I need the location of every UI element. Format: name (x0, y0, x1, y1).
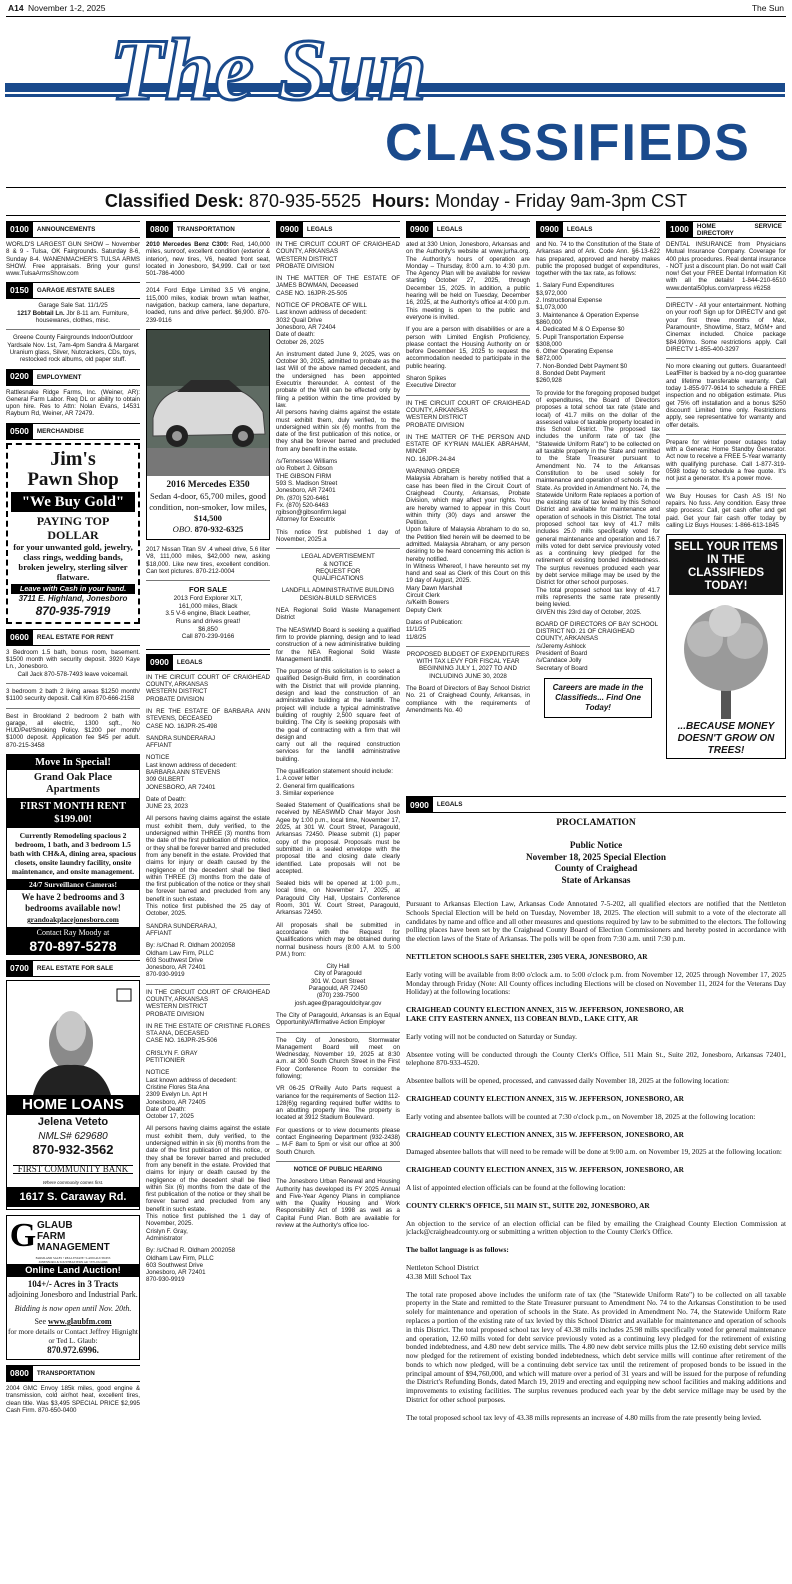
classified-ad: 3 bedroom 2 bath 2 living areas $1250 month/ $1100 security deposit. Call Kim 870-666-2158 (6, 687, 140, 703)
classified-ad: Prepare for winter power outages today with a Generac Home Standby Generator. Act now to receive a FREE 5-Year warranty with qualifying purchase. Call 1-877-319-0598 today to schedule a free quote. It's not just a generator. It's a power move. (666, 438, 786, 483)
legal-notice: VR 06-25 O'Reilly Auto Parts request a variance for the requirements of Section 112-128(6)g regarding required buffer widths to an abutting property line. The property is located at 3912 Stadium Boulevard. (276, 1085, 400, 1122)
legal-notice: NOTICE Last known address of decedent: BARBARA ANN STEVENS 309 GILBERT JONESBORO, AR 72401 (146, 754, 237, 791)
classified-ad: 2014 Ford Edge Limited 3.5 V6 engine, 115,000 miles, kodiak brown w/tan leather, navigation, backup camera, lane departure, loaded, runs and drive perfect. $6,900. 870-239-9116 (146, 287, 270, 324)
money-tree-icon (667, 599, 785, 719)
legal-notice: To provide for the foregoing proposed budget of expenditures, the Board of Directors proposes a total school tax rate (state and local) of 41.7 mills on the dollar of the assessed value of taxable property located in this School District. The proposed tax includes the uniform rate of tax (the "Statewide Uniform Rate") to be collected on all taxable property in the State and remitted to the State Treasurer pursuant to Amendment No. 74 to the Arkansas Constitution to be used solely for maintenance and operation of schools in the State. As provided in Amendment No. 74, the Statewide Uniform Rate replaces a portion of the existing rate of tax levied by this School District and available for maintenance and operation of schools in this District. The total proposed school tax levy of 41.7 mills includes 25.0 mills specifically voted for general maintenance and operation and 16.7 mills voted for debt service previously voted as a continuing levy pledged for the retirement of existing bonded indebtedness. The surplus revenues produced each year by debt service millage may be used by the District for other school purposes. The total proposed school tax levy of 41.7 mills represents the same rate presently being levied. GIVEN this 23rd day of October, 2025. (536, 389, 660, 616)
sell-your-items-ad: SELL YOUR ITEMS IN THE CLASSIFIEDS TODAY! ...BECAUSE MONEY DOESN'T GROW ON TREES! (666, 534, 786, 759)
legal-notice: LEGAL ADVERTISEMENT & NOTICE REQUEST FOR QUALIFICATIONS (301, 553, 375, 583)
legal-notice: City Hall City of Paragould 301 W. Court Street Paragould, AR 72450 (870) 239-7500 josh.agee@paragouldcityar.gov (294, 963, 382, 1007)
legal-notice: If you are a person with disabilities or are a person with Limited English Proficiency, please contact the Housing Authority on or before December 15, 2025 to request the accommodation needed to participate in the public hearing. (406, 326, 530, 370)
legal-notice: and No. 74 to the Constitution of the State of Arkansas and of Ark. Code Ann. §6-13-622 has prepared, approved and hereby makes public the proposed budget of expenditures, together with the tax rate, as follows: (536, 241, 660, 278)
logo-the-sun: The Sun (110, 22, 428, 119)
glaub-name: GLAUB FARM MANAGEMENT (37, 1219, 110, 1253)
section-header-legals: 0900 LEGALS (536, 221, 660, 238)
section-header-transportation: 0800 TRANSPORTATION (6, 1365, 140, 1382)
car-photo (147, 330, 269, 476)
section-header-legals: 0900 LEGALS (146, 654, 270, 671)
classified-desk-bar (0, 190, 792, 214)
grand-oak-ad: Move In Special! Grand Oak Place Apartments FIRST MONTH RENT $199.00! Currently Remodeling spacious 2 bedroom, 1 bath, and 3 bedroom 1.5 bath with CH&A, dining area, spacious closets, onsite laundry facility, onsite maintenance, and onsite management. 24/7 Surveillance Cameras! We have 2 bedrooms and 3 bedrooms available now! grandoakplacejonesboro.com Contact Ray Moody at 870-897-5278 (6, 754, 140, 955)
classifieds-title: CLASSIFIEDS (385, 114, 751, 172)
legal-notice: ated at 330 Union, Jonesboro, Arkansas and on the Authority's website at www.jurha.org. The Authority's hours of operation are Monday – Thursday, 8:00 a.m. to 4:30 p.m. The Agency Plan will be available for review starting October 27, 2025, through December 15, 2025. In addition, a public hearing will be held on Tuesday, December 16, 2025, at the Authority's office at 4:00 p.m. This meeting is open to the public and everyone is invited. (406, 241, 530, 321)
legal-notice: IN THE MATTER OF THE PERSON AND ESTATE OF KY'RIAN MALIEK ABRAHAM, MINOR NO. 16JPR-24-84 (406, 433, 530, 463)
glaub-logo (7, 1216, 139, 1256)
paper-name: The Sun (751, 3, 784, 13)
legal-notice: PROPOSED BUDGET OF EXPENDITURES WITH TAX LEVY FOR FISCAL YEAR BEGINNING JULY 1, 2027 TO AND INCLUDING JUNE 30, 2028 (406, 650, 530, 680)
legal-notice: WARNING ORDER Malaysia Abraham is hereby notified that a case has been filed in the Circuit Court of Craighead County, Arkansas, Probate Division, which may affect your rights. You are hereby warned to appear in this Court within thirty (30) days and answer the Petition. Upon failure of Malaysia Abraham to do so, the Petition filed herein will be deemed to be admitted. Malaysia Abraham, or any person desiring to be heard concerning this action is hereby notified. In Witness Whereof, I have hereunto set my hand and seal as Clerk of this Court on this 19 day of August, 2025. Mary Dawn Marshall Circuit Clerk /s/Keith Bowers Deputy Clerk (406, 468, 530, 614)
legal-notice: Sharon Spikes Executive Director (406, 375, 457, 390)
legal-notice: NOTICE OF PROBATE OF WILL Last known address of decedent: 3032 Quail Drive Jonesboro, AR 72404 Date of death: October 26, 2025 (276, 302, 367, 346)
column-3 (276, 221, 400, 1581)
legal-notice: NOTICE Last known address of decedent: Cristine Flores Sta Ana 2309 Evelyn Ln. Apt H Jonesboro, AR 72405 Date of Death: October 17, 2025 (146, 1069, 237, 1121)
proclamation-subtitle: Public Notice November 18, 2025 Special Election County of Craighead State of Arkansas (526, 840, 666, 885)
desk-rule-top (6, 187, 786, 188)
proclamation (406, 796, 786, 1581)
legal-notice: IN RE THE ESTATE OF BARBARA ANN STEVENS, DECEASED CASE NO. 16JPR-25-498 (146, 707, 270, 730)
legal-notice: The NEASWMD Board is seeking a qualified firm to provide planning, design and to lead construction of a new administrative building for the NEA Regional Solid Waste Management landfill. (276, 626, 400, 663)
legal-notice: Date of Death: JUNE 23, 2023 (146, 795, 188, 811)
legal-notice: CRISLYN F. GRAY PETITIONIER (146, 1049, 198, 1065)
loan-officer-photo (11, 983, 137, 1095)
hours-label: Hours: (372, 191, 431, 211)
legal-notice: All persons having claims against the estate must exhibit them, duly verified, to the undersigned within THREE (3) months from the date of the first publication of this notice, or they shall be forever barred and precluded from any benefit in the estate. Provided that claims for injury or death caused by the negligence of the decedent shall be filed within THREE (3) months from the date of the first publication of the notice or they shall be forever barred and precluded from any benefit in such estate. This notice first published the 25 day of October, 2025. (146, 815, 270, 918)
legal-notice: 1. Salary Fund Expenditures $3,972,000 2. Instructional Expense $1,073,000 3. Maintenance & Operation Expense $860,000 4. Dedicated M & O Expense $0 5. Pupil Transportation Expense $308,000 6. Other Operating Expense $872,000 7. Non-Bonded Debt Payment $0 8. Bonded Debt Payment $260,928 (536, 282, 639, 385)
classified-ad: DIRECTV - All your entertainment. Nothing on your roof! Sign up for DIRECTV and get your first three months of Max, Paramount+, Showtime, Starz, MGM+ and Cinemax included. Choice package $84.99/mo. Some restrictions apply. Call DIRECTV 1-855-400-3297 (666, 302, 786, 353)
legal-notice: IN THE CIRCUIT COURT OF CRAIGHEAD COUNTY, ARKANSAS WESTERN DISTRICT PROBATE DIVISION (146, 673, 270, 703)
column-5 (536, 221, 660, 791)
hours-text: Monday - Friday 9am-3pm CST (435, 191, 688, 211)
legal-notice: The Board of Directors of Bay School District No. 21 of Craighead County, Arkansas, in compliance with the requirements of Amendments No. 40 (406, 685, 530, 714)
classified-ad: Rattlesnake Ridge Farms, Inc. (Weiner, AR): General Farm Labor. Req DL or ability to obtain upon hire. Res to Attn: Nolan Evans, 14531 Rayburn Rd, Weiner, AR 72479. (6, 388, 140, 418)
legal-notice: The City of Jonesboro, Stormwater Management Board will meet on Wednesday, November 19, 2025 at 8:30 a.m. at 300 South Church Street in the First Floor Conference Room to consider the following; (276, 1036, 400, 1080)
mercedes-ad: 2016 Mercedes E350 Sedan 4-door, 65,700 miles, good condition, non-smoker, low miles, $14,500 OBO. 870-932-6325 (146, 329, 270, 540)
legal-notice: IN THE CIRCUIT COURT OF CRAIGHEAD COUNTY, ARKANSAS WESTERN DISTRICT PROBATE DIVISION (276, 241, 400, 270)
legal-notice: The purpose of this solicitation is to select a qualified Design-Build firm, in coordination with the District that will provide planning, design and lead the construction of an administrative building at the landfill. The project will include a typical administrative building of roughly 2,500 square feet of building. The City is seeking proposals with the goal of contracting with a firm that will design and carry out all the required construction services for the landfill administrative building. (276, 668, 400, 763)
header-rule (6, 16, 786, 17)
home-loans-ad: HOME LOANS Jelena Veteto NMLS# 629680 870-932-3562 FIRST COMMUNITY BANK Where community comes first. 1617 S. Caraway Rd. (6, 980, 140, 1210)
legal-notice: Dates of Publication: 11/1/25 11/8/25 (406, 618, 463, 641)
column-6 (666, 221, 786, 791)
legal-notice: LANDFILL ADMINISTRATIVE BUILDING DESIGN-BUILD SERVICES (281, 587, 395, 602)
legal-notice: This notice first published 1 day of November, 2025.a (276, 528, 400, 543)
legal-notice: All persons having claims against the estate must exhibit them, duly verified, to the undersigned within in six (6) months from the date of the first publication of this notice, or they shall be forever barred and precluded from any benefit in the estate. Provided that claims for injury or death caused by the negligence of the decedent shall be filed within Six (6) months from the date of the first publication of the notice or they shall be forever barred and precluded from any benefit in such estate. This notice first published the 1 day of November, 2025. Crislyn F. Gray, Administrator (146, 1125, 270, 1242)
page-header (0, 0, 792, 16)
careers-ad: Careers are made in the Classifieds... Find One Today! (544, 678, 652, 718)
classified-ad: Garage Sale Sat. 11/1/25 1217 Bobtail Ln. Jbr 8-11 am. Furniture, housewares, clothes, misc. (17, 302, 129, 325)
classified-ad: DENTAL INSURANCE from Physicians Mutual Insurance Company. Coverage for 400 plus procedures. Real dental insurance - NOT just a discount plan. Do not wait! Call now! Get your FREE Dental Information Kit with all the details! 1-844-210-6510 www.dental50plus.com/arpress #6258 (666, 241, 786, 292)
legal-notice: IN THE MATTER OF THE ESTATE OF JAMES BOWMAN, Deceased CASE NO. 16JPR-25-505 (276, 275, 400, 297)
page-number: A14 (8, 3, 24, 13)
classified-ad: 2017 Nissan Titan SV .4 wheel drive, 5.6 liter V8, 111,000 miles, $42,000 new, asking $18,000. Like new tires, excellent condition. Can text pictures. 870-212-0004 (146, 545, 270, 575)
legal-notice: Sealed bids will be opened at 1:00 p.m., local time, on November 17, 2025, at Paragould City Hall, Upstairs Conference Room, 301 W. Court Street, Paragould, Arkansas 72450. (276, 880, 400, 917)
column-1 (6, 221, 140, 1581)
classified-ad: 2004 GMC Envoy 185k miles, good engine & transmission, cold air/hot heat, excellent tires, clean title. Was $3,495 SPECIAL PRICE $2,995 Cash Firm. 870-650-0400 (6, 1385, 140, 1414)
legal-notice: IN THE CIRCUIT COURT OF CRAIGHEAD COUNTY, ARKANSAS WESTERN DISTRICT PROBATE DIVISION (146, 988, 270, 1018)
legal-notice: /s/Tennessee Williams o/o Robert J. Gibson THE GIBSON FIRM 593 S. Madison Street Jonesboro, AR 72401 Ph. (870) 520-6461 Fx. (870) 520-6463 rgibson@gibsonfirm.legal Attorney for Executrix (276, 458, 346, 524)
legal-notice: An instrument dated June 9, 2025, was on October 30, 2025, admitted to probate as the last Will of the above named decedent, and the undersigned has been appointed Executrix thereunder. A contest of the probate of the Will can be effected only by filing a petition within the time provided by law. All persons having claims against the estate must exhibit them, duly verified, to the undersigned within six (6) months from the date of the first publication of this notice, or they shall be forever barred and precluded from any benefit in the estate. (276, 350, 400, 453)
section-header-garage-sales: 0150 GARAGE /ESTATE SALES (6, 282, 140, 299)
classified-ad: We Buy Houses for Cash AS IS! No repairs. No fuss. Any condition. Easy three step process: Call, get cash offer and get paid. Get your fair cash offer today by calling Liz Buys Houses: 1-866-613-1845 (666, 492, 786, 529)
ford-explorer-ad: FOR SALE 2013 Ford Explorer XLT, 161,000 miles, Black 3.5 V-6 engine, Black Leather, Runs and drives great! $6,850 Call 870-239-9166 (165, 585, 251, 641)
masthead (0, 22, 792, 185)
proclamation-body: Pursuant to Arkansas Election Law, Arkansas Code Annotated 7-5-202, all qualified electors are notified that the Nettleton Schools Special Election will be held on Tuesday, November 18, 2025. The election will submit to a vote of the electorate all candidates by name and office and all other measures and questions required by law to be submitted to the electors. The following polling places have been set by the Craighead County Board of Election Commissioners and hereby posted in accordance with the election laws of the State of Arkansas. The polls will be open from 7:30 a.m. until 7:30 p.m. NETTLETON SCHOOLS SAFE SHELTER, 2305 VERA, JONESBORO, AR Early voting will be available from 8:00 o'clock a.m. to 5:00 o'clock p.m. from November 12, 2025 through November 17, 2025 Monday through Friday (Note: All County offices including Elections will be closed on November 11, 2024 for the Veterans Day Holiday) at the following locations: CRAIGHEAD COUNTY ELECTION ANNEX, 315 W. JEFFERSON, JONESBORO, AR LAKE CITY EASTERN ANNEX, 113 COBEAN BLVD., LAKE CITY, AR Early voting will not be conducted on Saturday or Sunday. Absentee voting will be conducted through the County Clerk's Office, 511 Main St., Suite 202, Jonesboro, Arkansas 72401, telephone 870-933-4520. Absentee ballots will be opened, processed, and canvassed daily November 18, 2025 at the following location: CRAIGHEAD COUNTY ELECTION ANNEX, 315 W. JEFFERSON, JONESBORO, AR Early voting and absentee ballots will be counted at 7:30 o'clock p.m., on November 18, 2025 at the following location: CRAIGHEAD COUNTY ELECTION ANNEX, 315 W. JEFFERSON, JONESBORO, AR Damaged absentee ballots that will need to be remade will be done at 9:00 a.m. on November 19, 2025 at the following location: CRAIGHEAD COUNTY ELECTION ANNEX, 315 W. JEFFERSON, JONESBORO, AR A list of appointed election officials can be found at the following location: COUNTY CLERK'S OFFICE, 511 MAIN ST., SUITE 202, JONESBORO, AR An objection to the service of an election official can be filed by emailing the Craighead County Election Commission at jclack@craigheadcounty.org or submitting a written objection to the County Clerk's Office. The ballot language is as follows: Nettleton School District 43.38 Mill School Tax The total rate proposed above includes the uniform rate of tax (the "Statewide Uniform Rate") to be collected on all taxable property in the State and remitted to the State Treasurer pursuant to Amendment No. 74 to the Arkansas Constitution to be used solely for maintenance and operation of schools in the State. As provided in Amendment No. 74, the Statewide Uniform Rate replaces a portion of the existing rate of tax levied by this School District and available for maintenance and operation of schools in this District. The total proposed school tax levy of 43.38 mills includes 25.98 mills specifically voted for general maintenance and operation, 12.60 mills voted for debt service previously voted as a continuing levy pledged for the retirement of existing bonded indebtedness, and 4.80 new debt service mills. The 4.80 new debt service mills plus the 12.60 existing debt service mills now pledged for the retirement of existing bonded indebtedness, which debt service mills will continue after retirement of the bonds to which now pledged, will be a continuing debt service tax until the retirement of proposed bonds to be issued in the principal amount of $94,760,000, and which will mature over a period of 31 years and will be issued for the purpose of refunding the District's Refunding Bonds, dated March 19, 2019 and erecting and equipping new school facilities and making additions and improvements to existing facilities. The surplus revenues produced each year by the debt service millage may be used by the District for other school purposes. The total proposed school tax levy of 43.38 mills represents an increase of 4.80 mills from the rate presently being levied. (406, 899, 786, 1422)
section-header-for-sale: 0700 REAL ESTATE FOR SALE (6, 960, 140, 977)
section-header-rent: 0600 REAL ESTATE FOR RENT (6, 629, 140, 646)
glaub-g-icon: G (9, 1217, 37, 1255)
desk-phone: 870-935-5525 (248, 191, 362, 211)
section-header-announcements: 0100 ANNOUNCEMENTS (6, 221, 140, 238)
legal-notice: The Jonesboro Urban Renewal and Housing Authority has developed its FY 2025 Annual and Five-Year Agency Plans in compliance with the Quality Housing and Work Responsibility Act of 1998 as well as a Capital Fund Plan. Both are available for review at the Authority's office loc- (276, 1178, 400, 1230)
classified-ad: No more cleaning out gutters. Guaranteed! LeafFilter is backed by a no-clog guarantee and lifetime transferable warranty. Call today 1-855-977-9614 to schedule a FREE inspection and no obligation estimate. Plus get 75% off installation and a bonus $250 discount! Limited time only. Restrictions apply, see representative for warranty and offer details. (666, 363, 786, 429)
legal-notice: SANDRA SUNDERARAJ, AFFIANT (146, 922, 217, 937)
legal-notice: Sealed Statement of Qualifications shall be received by NEASWMD Chair Mayor Josh Agee by 1:00 p.m., local time, November 17, 2025, at 301 W. Court Street, Paragould, Arkansas 72450. Please submit (1) paper copy of the proposal. Proposals must be submitted in a sealed envelope with the proposal title and closing date clearly identified. Late proposals will not be accepted. (276, 802, 400, 875)
legal-notice: IN THE CIRCUIT COURT OF CRAIGHEAD COUNTY, ARKANSAS WESTERN DISTRICT PROBATE DIVISION (406, 399, 530, 429)
section-header-legals: 0900 LEGALS (276, 221, 400, 238)
section-header-legals: 0900 LEGALS (406, 221, 530, 238)
column-4 (406, 221, 530, 791)
column-2 (146, 221, 270, 1581)
section-header-merchandise: 0500 MERCHANDISE (6, 423, 140, 440)
legal-notice: By: /s/Chad R. Oldham 2002058 Oldham Law Firm, PLLC 603 Southwest Drive Jonesboro, AR 72401 870-930-9919 (146, 942, 236, 979)
legal-notice: The City of Paragould, Arkansas is an Equal Opportunity/Affirmative Action Employer (276, 1011, 400, 1027)
issue-date: November 1-2, 2025 (28, 3, 106, 13)
legal-notice: NOTICE OF PUBLIC HEARING (293, 1165, 383, 1173)
legal-notice: IN RE THE ESTATE OF CRISTINE FLORES STA ANA, DECEASED CASE NO. 16JPR-25-506 (146, 1022, 270, 1045)
glaub-farm-ad: G GLAUB FARM MANAGEMENT FARMLAND SALES • REAL ESTATE • LAND AUCTIONS JONESBORO & SOUTHEASTERN AR • 870-932-6996 Online Land Auction! 104+/- Acres in 3 Tracts adjoining Jonesboro and Industrial Park. Bidding is now open until Nov. 20th. See www.glaubfm.com for more details or Contact Jeffrey Hignight or Ted L. Glaub: 870.972.6996. (6, 1215, 140, 1360)
proclamation-title: PROCLAMATION (556, 818, 636, 828)
pawn-shop-ad: Jim's Pawn Shop "We Buy Gold" PAYING TOP DOLLAR for your unwanted gold, jewelry, class rings, wedding bands, broken jewelry, sterling silver flatware. Leave with Cash in your hand. 3711 E. Highland, Jonesboro 870-935-7919 (6, 443, 140, 624)
legal-notice: All proposals shall be submitted in accordance with the Request for Qualifications which may be obtained during normal business hours (8:00 A.M. to 5:00 P.M.) from: (276, 921, 400, 958)
legal-notice: BOARD OF DIRECTORS OF BAY SCHOOL DISTRICT NO. 21 OF CRAIGHEAD COUNTY, ARKANSAS /s/Jeremy Ashlock President of Board /s/Candace Jolly Secretary of Board (536, 620, 658, 672)
desk-label: Classified Desk: (104, 191, 244, 211)
legal-notice: SANDRA SUNDERARAJ AFFIANT (146, 734, 216, 750)
section-header-transportation: 0800 TRANSPORTATION (146, 221, 270, 238)
desk-rule-bottom (6, 215, 786, 216)
legal-notice: The qualification statement should include: 1. A cover letter 2. General firm qualifications 3. Similar experience (276, 768, 393, 797)
classified-ad: Greene County Fairgrounds Indoor/Outdoor Yardsale Nov. 1st, 7am-4pm Sandra & Margaret Uranium glass, Silver, Nutcrackers, CDs, toys, restocked rock albums, old paper stuff. (7, 334, 139, 364)
legal-notice: NEA Regional Solid Waste Management District (276, 607, 400, 622)
legal-notice: For questions or to view documents please contact Engineering Department (932-2438) – M-F 8am to 5pm or visit our office at 300 South Church. (276, 1126, 400, 1156)
section-header-legals: 0900 LEGALS (406, 796, 786, 813)
legal-notice: By: /s/Chad R. Oldham 2002058 Oldham Law Firm, PLLC 603 Southwest Drive Jonesboro, AR 72401 870-930-9919 (146, 1247, 236, 1284)
classified-ad: WORLD'S LARGEST GUN SHOW – November 8 & 9 - Tulsa, OK Fairgrounds. Saturday 8-6, Sunday 8-4. WANENMACHER'S TULSA ARMS SHOW. Free appraisals. Bring your guns! www.TulsaArmsShow.com (6, 241, 140, 278)
section-header-employment: 0200 EMPLOYMENT (6, 369, 140, 386)
classified-ad: 3 Bedroom 1.5 bath, bonus room, basement. $1500 month with security deposit. 3920 Kaye Ln., Jonesboro. Call Jack 870-578-7493 leave voicemail. (6, 648, 140, 678)
section-header-home-service: 1000 HOME SERVICE DIRECTORY (666, 221, 786, 238)
classified-ad: 2010 Mercedes Benz C300: Red, 140,000 miles, sunroof, excellent condition (exterior & interior), new tires, V6, heated front seat, located in Jonesboro, $4,999. Call or text 501-786-4000 (146, 241, 270, 278)
classified-ad: Best in Brookland 2 bedroom 2 bath with garage, all electric, 1300 sqft., No HUD/Pet/Smoking Policy. $1200 per month/ $1000 deposit. Application fee $45 per adult. 870-215-3458 (6, 712, 140, 749)
